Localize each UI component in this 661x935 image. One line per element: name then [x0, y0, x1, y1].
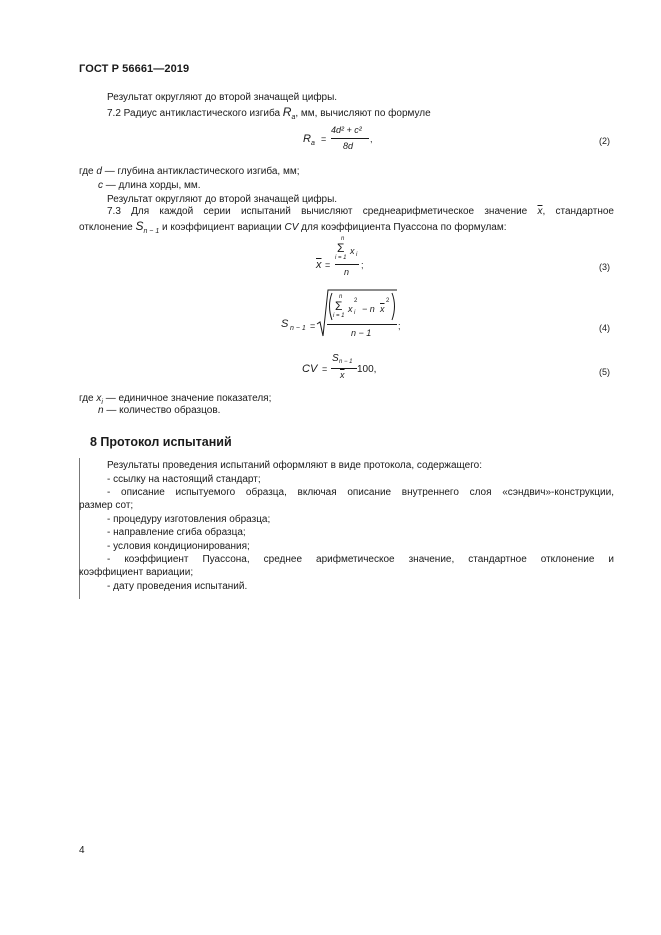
list-item: - коэффициент Пуассона, среднее арифметическое значение, стандартное отклонение и — [107, 554, 614, 565]
sum-sign: Σ — [337, 241, 345, 255]
list-item-continuation: размер сот; — [79, 500, 134, 511]
formula-5 — [0, 352, 661, 386]
list-item-continuation: коэффициент вариации; — [79, 567, 194, 578]
equation-number: (3) — [599, 262, 610, 272]
fraction-bar — [331, 138, 369, 139]
formula-3 — [0, 236, 661, 280]
sum-term-sup: 2 — [354, 298, 358, 304]
justified-line — [107, 206, 614, 218]
fraction-bar — [335, 264, 359, 265]
var-xbar: $\overline{x}$ — [537, 206, 543, 217]
fraction-numerator: S — [332, 353, 339, 364]
text-span: — глубина антикластического изгиба, мм; — [101, 166, 300, 177]
formula-lhs-sub: a — [311, 140, 315, 147]
formula-lhs: CV — [302, 363, 318, 375]
text-line — [98, 405, 220, 417]
text-span: — количество образцов. — [103, 405, 221, 416]
var-S: S — [135, 219, 144, 233]
sum-term: x — [348, 304, 353, 314]
formula-tail: ; — [361, 260, 364, 270]
fraction-denominator: n − 1 — [351, 328, 372, 338]
fraction-denominator: 8d — [343, 141, 354, 151]
text-span: , мм, вычисляют по формуле — [295, 108, 431, 119]
list-item: - ссылку на настоящий стандарт; — [107, 474, 261, 485]
list-item: - дату проведения испытаний. — [107, 581, 248, 592]
formula-4 — [0, 288, 661, 344]
equation-number: (2) — [599, 136, 610, 146]
sum-lower: i = 1 — [335, 255, 347, 261]
formula-2 — [0, 125, 661, 155]
list-item: - направление сгиба образца; — [107, 527, 246, 538]
text-span: где — [79, 166, 97, 177]
equals-sign: = — [310, 321, 316, 331]
equation-number: (5) — [599, 367, 610, 377]
fraction-bar — [331, 368, 357, 369]
sum-term: x — [350, 246, 355, 256]
formula-lhs: $\overline{x}$ — [316, 259, 322, 271]
text-span: , стандартное — [542, 206, 614, 217]
text-line — [98, 180, 201, 192]
sum-lower: i = 1 — [333, 313, 345, 319]
equals-sign: = — [325, 260, 331, 270]
formula-tail: ; — [398, 321, 401, 331]
formula-tail: 100, — [357, 364, 377, 375]
sum-term-sub: i — [356, 252, 358, 258]
formula-lhs: S — [281, 318, 289, 330]
sum-upper: n — [341, 236, 345, 242]
text-span: отклонение — [79, 222, 136, 233]
text-span: 7.2 Радиус антикластического изгиба — [107, 108, 283, 119]
text-line: Результат округляют до второй значащей цифры. — [107, 92, 338, 103]
sum-upper: n — [339, 294, 343, 300]
text-span: для коэффициента Пуассона по формулам: — [298, 222, 507, 233]
text-span: и коэффициент вариации — [159, 222, 285, 233]
xbar-term: $\overline{x}$ — [380, 304, 385, 314]
xbar-sup: 2 — [386, 298, 390, 304]
text-line — [107, 106, 431, 124]
list-item: - процедуру изготовления образца; — [107, 514, 271, 525]
var-R: R — [282, 105, 292, 119]
var-x: x — [96, 393, 102, 404]
text-span: 7.3 Для каждой серии испытаний вычисляют среднеарифметическое значение — [107, 206, 538, 217]
fraction-denominator: n — [344, 267, 350, 277]
document-id: ГОСТ Р 56661—2019 — [79, 63, 190, 75]
subscript: a — [291, 114, 296, 121]
fraction-numerator: 4d² + c² — [331, 125, 362, 135]
fraction-bar — [327, 324, 397, 325]
list-item: - условия кондиционирования; — [107, 541, 250, 552]
text-line — [79, 166, 299, 178]
subscript: i — [101, 399, 103, 406]
var-n: n — [98, 405, 104, 416]
var-c: c — [98, 180, 103, 191]
section-heading: 8 Протокол испытаний — [90, 435, 232, 449]
equals-sign: = — [322, 364, 328, 374]
page-number: 4 — [79, 845, 85, 856]
text-span: — единичное значение показателя; — [102, 393, 272, 404]
minus-term: − n — [362, 304, 375, 314]
text-line — [107, 206, 614, 218]
var-CV: CV — [284, 222, 299, 233]
equals-sign: = — [321, 134, 327, 144]
sum-term-sub: i — [354, 310, 356, 316]
subscript: n − 1 — [143, 228, 160, 235]
fraction-denominator: $\overline{x}$ — [340, 370, 345, 380]
sum-sign: Σ — [335, 299, 343, 313]
equation-number: (4) — [599, 323, 610, 333]
text-span: где — [79, 393, 97, 404]
var-d: d — [96, 166, 102, 177]
formula-tail: , — [370, 134, 373, 144]
text-span: — длина хорды, мм. — [103, 180, 201, 191]
fraction-numerator-sub: n − 1 — [339, 359, 353, 365]
text-line: Результаты проведения испытаний оформляют в виде протокола, содержащего: — [107, 460, 482, 471]
formula-lhs-sub: n − 1 — [290, 325, 306, 332]
formula-lhs: R — [303, 133, 311, 145]
list-item: - описание испытуемого образца, включая описание внутреннего слоя «сэндвич»-конструкции, — [107, 487, 614, 498]
text-line: Результат округляют до второй значащей цифры. — [107, 194, 338, 205]
